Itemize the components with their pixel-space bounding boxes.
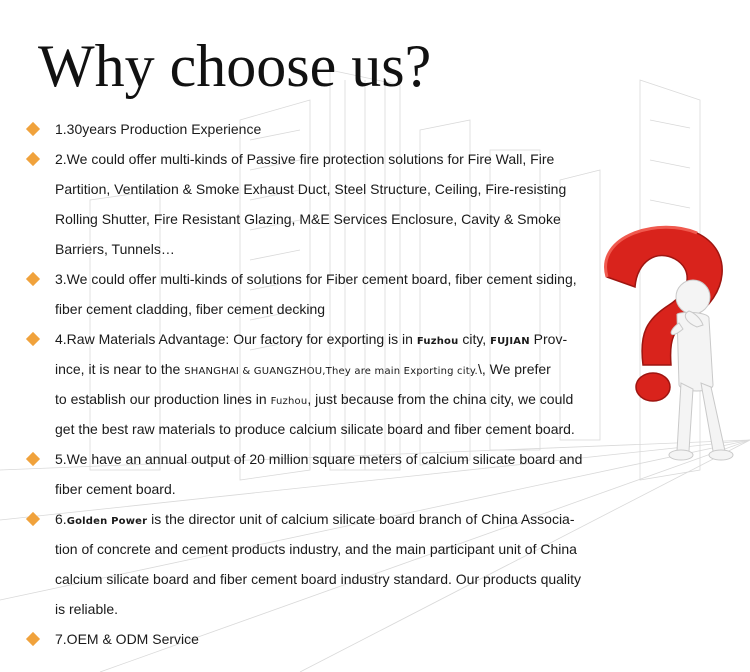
page-title: Why choose us? xyxy=(38,33,432,99)
item-text-line: 1.30years Production Experience xyxy=(55,121,262,137)
question-mark-thinking-figure-icon xyxy=(585,215,750,470)
item-text-line: Rolling Shutter, Fire Resistant Glazing, M&E Services Enclosure, Cavity & Smoke xyxy=(55,211,561,227)
exporting-cities: SHANGHAI & GUANGZHOU,They are main Exporting city. xyxy=(184,366,478,377)
text-segment: city, xyxy=(458,331,491,347)
list-item xyxy=(0,444,585,504)
text-segment: 4.Raw Materials Advantage: Our factory for exporting is in xyxy=(55,331,417,347)
item-text-line xyxy=(55,354,585,384)
text-segment: Prov- xyxy=(529,331,568,347)
item-text-line: tion of concrete and cement products industry, and the main participant unit of China xyxy=(55,541,577,557)
list-item xyxy=(0,144,585,264)
list-item xyxy=(0,624,585,654)
item-text-line: fiber cement cladding, fiber cement decking xyxy=(55,301,326,317)
item-text-line: is reliable. xyxy=(55,601,119,617)
text-segment: \, We prefer xyxy=(477,361,551,377)
item-text-line: Barriers, Tunnels… xyxy=(55,241,175,257)
item-text-line: get the best raw materials to produce calcium silicate board and fiber cement board. xyxy=(55,421,575,437)
item-text-line: 5.We have an annual output of 20 million square meters of calcium silicate board and xyxy=(55,451,583,467)
item-text-line: 2.We could offer multi-kinds of Passive fire protection solutions for Fire Wall, Fire xyxy=(55,151,555,167)
text-segment: to establish our production lines in xyxy=(55,391,271,407)
diamond-bullet-icon xyxy=(26,122,40,136)
item-text-line: 3.We could offer multi-kinds of solutions for Fiber cement board, fiber cement siding, xyxy=(55,271,577,287)
diamond-bullet-icon xyxy=(26,632,40,646)
item-text-line: Partition, Ventilation & Smoke Exhaust Duct, Steel Structure, Ceiling, Fire-resisting xyxy=(55,181,567,197)
diamond-bullet-icon xyxy=(26,452,40,466)
item-text-line xyxy=(55,384,585,414)
diamond-bullet-icon xyxy=(26,512,40,526)
reasons-list xyxy=(0,114,600,654)
item-text-line: calcium silicate board and fiber cement board industry standard. Our products quality xyxy=(55,571,582,587)
diamond-bullet-icon xyxy=(26,272,40,286)
item-text-line xyxy=(55,324,585,354)
diamond-bullet-icon xyxy=(26,152,40,166)
text-segment: ince, it is near to the xyxy=(55,361,185,377)
item-text-line: fiber cement board. xyxy=(55,481,176,497)
text-segment: , just because from the china city, we could xyxy=(307,391,574,407)
province-name: FUJIAN xyxy=(490,336,530,347)
item-text-line xyxy=(55,504,585,534)
list-item xyxy=(0,114,585,144)
list-item xyxy=(0,504,585,624)
company-name: Golden Power xyxy=(66,516,148,527)
diamond-bullet-icon xyxy=(26,332,40,346)
text-segment: is the director unit of calcium silicate board branch of China Associa- xyxy=(147,511,575,527)
city-name: Fuzhou xyxy=(416,336,459,347)
item-text-line: 7.OEM & ODM Service xyxy=(55,631,199,647)
text-segment: 6. xyxy=(55,511,67,527)
city-name: Fuzhou xyxy=(270,396,308,407)
list-item xyxy=(0,264,585,324)
list-item xyxy=(0,324,585,444)
